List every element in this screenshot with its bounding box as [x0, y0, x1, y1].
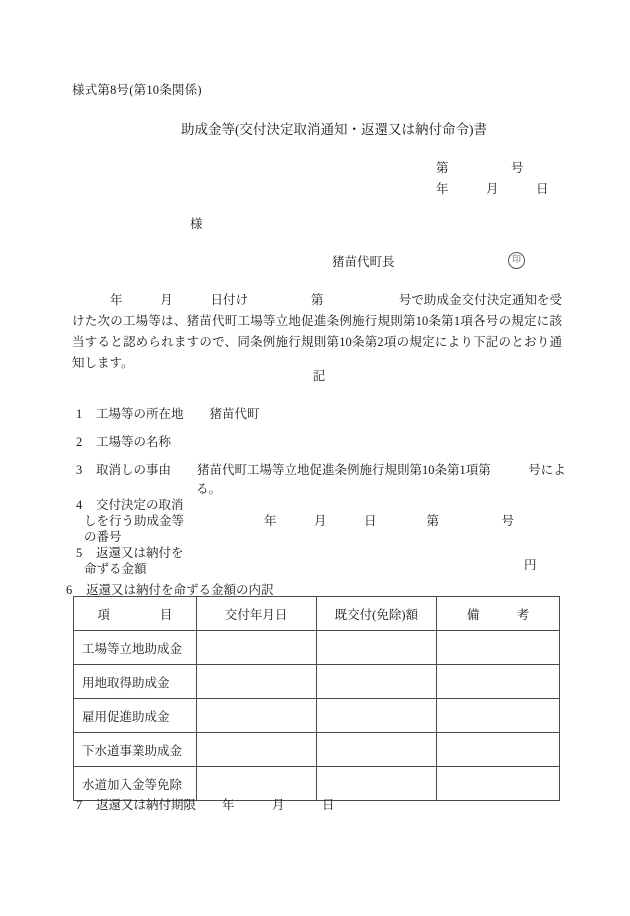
body-paragraph — [72, 290, 562, 374]
cell-granted-amount[interactable] — [316, 733, 437, 767]
item-3 — [76, 460, 566, 478]
item-6-label: 返還又は納付を命ずる金額の内訳 — [86, 583, 274, 597]
item-4-value: 年 月 日 第 号 — [264, 514, 515, 528]
document-title: 助成金等(交付決定取消通知・返還又は納付命令)書 — [181, 122, 487, 137]
kigo-marker: 記 — [312, 369, 326, 383]
item-7 — [76, 795, 335, 813]
row-label: 用地取得助成金 — [74, 665, 197, 699]
item-6-number: 6 — [66, 583, 73, 597]
issuer-name: 猪苗代町長 — [332, 255, 395, 269]
cell-grant-date[interactable] — [196, 699, 316, 733]
cell-grant-date[interactable] — [196, 733, 316, 767]
form-number: 様式第8号(第10条関係) — [72, 83, 202, 97]
item-3-number: 3 — [76, 463, 83, 477]
row-label: 水道加入金等免除 — [74, 767, 197, 801]
item-3-label: 取消しの事由 — [96, 463, 172, 477]
column-header-grant-date: 交付年月日 — [196, 597, 316, 631]
item-5-number: 5 — [76, 546, 83, 560]
reference-number-line: 第 号 — [436, 161, 524, 175]
table-row — [74, 699, 560, 733]
cell-remarks[interactable] — [437, 767, 560, 801]
column-header-item: 項 目 — [74, 597, 197, 631]
item-1 — [76, 404, 260, 422]
cell-granted-amount[interactable] — [316, 631, 437, 665]
cell-remarks[interactable] — [437, 631, 560, 665]
cell-remarks[interactable] — [437, 699, 560, 733]
item-2-number: 2 — [76, 435, 83, 449]
item-5-label-line1: 返還又は納付を — [96, 546, 184, 560]
row-label: 工場等立地助成金 — [74, 631, 197, 665]
item-3-value: 猪苗代町工場等立地促進条例施行規則第10条第1項第 号によ — [197, 463, 566, 477]
cell-remarks[interactable] — [437, 733, 560, 767]
cell-granted-amount[interactable] — [316, 699, 437, 733]
item-1-label: 工場等の所在地 — [96, 407, 184, 421]
item-1-number: 1 — [76, 407, 83, 421]
table-row — [74, 665, 560, 699]
item-4-label-line3: の番号 — [84, 530, 122, 544]
item-1-value: 猪苗代町 — [209, 407, 260, 421]
cell-remarks[interactable] — [437, 665, 560, 699]
table-row — [74, 631, 560, 665]
item-5-currency-unit: 円 — [524, 558, 537, 572]
cell-granted-amount[interactable] — [316, 665, 437, 699]
cell-grant-date[interactable] — [196, 631, 316, 665]
item-4-label-line2: しを行う助成金等 — [84, 514, 185, 528]
cell-grant-date[interactable] — [196, 665, 316, 699]
column-header-remarks: 備 考 — [437, 597, 560, 631]
item-2-label: 工場等の名称 — [96, 435, 172, 449]
row-label: 雇用促進助成金 — [74, 699, 197, 733]
seal-stamp — [508, 252, 525, 273]
table-header-row — [74, 597, 560, 631]
item-4-number: 4 — [76, 498, 83, 512]
item-5-label-line2: 命ずる金額 — [84, 562, 147, 576]
column-header-granted-amount: 既交付(免除)額 — [316, 597, 437, 631]
breakdown-table — [73, 596, 560, 801]
item-7-value: 年 月 日 — [222, 798, 335, 812]
item-2 — [76, 432, 171, 450]
item-3-value-continued: る。 — [196, 482, 222, 496]
item-7-number: 7 — [76, 798, 83, 812]
issue-date-line: 年 月 日 — [436, 182, 549, 196]
seal-icon: 印 — [508, 252, 525, 269]
item-4-label-line1: 交付決定の取消 — [96, 498, 184, 512]
table-row — [74, 733, 560, 767]
row-label: 下水道事業助成金 — [74, 733, 197, 767]
item-7-label: 返還又は納付期限 — [96, 798, 197, 812]
addressee-line: 様 — [190, 217, 203, 231]
body-paragraph-text: 年 月 日付け 第 号で助成金交付決定通知を受けた次の工場等は、猪苗代町工場等立地促進条例施行規則第10条第1項各号の規定に該当すると認められますので、同条例施行規則第10条第2項の規定により下記のとおり通知します。 — [72, 293, 562, 370]
